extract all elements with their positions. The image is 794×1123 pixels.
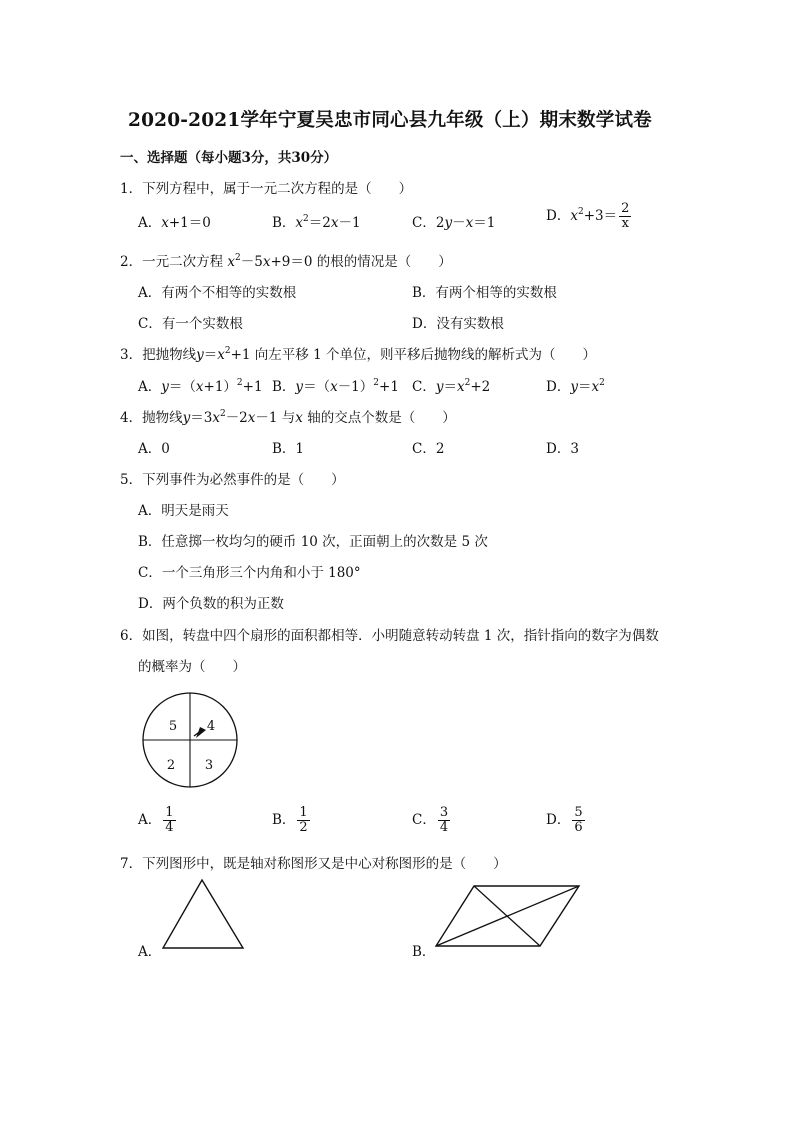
question-5-option-a: A．明天是雨天: [138, 503, 229, 519]
question-2-option-c: C．有一个实数根: [138, 316, 243, 332]
spinner-label-bl: 2: [166, 758, 176, 773]
question-4-option-b: B．1: [272, 441, 305, 457]
page-title: 2020-2021学年宁夏吴忠市同心县九年级（上）期末数学试卷: [128, 110, 652, 131]
question-1-stem: 1．下列方程中，属于一元二次方程的是（ ）: [120, 181, 413, 197]
question-6-stem-line2: 的概率为（ ）: [138, 659, 246, 675]
spinner-label-br: 3: [204, 758, 214, 773]
fraction: $\frac{1}{2}$: [299, 805, 308, 835]
question-1-option-c: C．2y－x＝1: [412, 215, 496, 231]
question-4-stem: 4．抛物线$y=3x^2-2x-1$ 与x 轴的交点个数是（ ）: [120, 409, 456, 426]
question-3-option-c: C．$y=x^2+2$: [412, 378, 491, 395]
question-2-option-a: A．有两个不相等的实数根: [138, 285, 297, 301]
question-3-stem: 3．把抛物线$y=x^2+1$ 向左平移 1 个单位，则平移后抛物线的解析式为（ ）: [120, 346, 596, 363]
fraction: $\frac{1}{4}$: [165, 805, 174, 835]
question-1-option-b: B．$x^2=2x-1$: [272, 214, 361, 231]
question-2-stem: 2．一元二次方程 $x^2-5x+9=0$ 的根的情况是（ ）: [120, 253, 452, 270]
question-5-option-d: D．两个负数的积为正数: [138, 596, 284, 612]
question-6-option-a: A． $\frac{1}{4}$: [138, 805, 174, 835]
fraction: $\frac{2}{x}$: [621, 201, 630, 231]
question-3-option-d: D．$y=x^2$: [546, 378, 605, 395]
question-4-option-d: D．3: [546, 441, 579, 457]
parallelogram-figure: [434, 884, 582, 948]
question-7-option-b-label: B．: [412, 944, 436, 960]
question-1-option-a: A．x+1＝0: [138, 215, 211, 231]
question-7-stem: 7．下列图形中，既是轴对称图形又是中心对称图形的是（ ）: [120, 856, 507, 872]
spinner-figure: [140, 692, 240, 792]
question-2-option-d: D．没有实数根: [412, 316, 504, 332]
question-1-option-d: D．$x^2+3=$ $\frac{2}{x}$: [546, 201, 630, 231]
question-4-option-a: A．0: [138, 441, 170, 457]
question-3-option-b: B．$y=(x-1)^2+1$: [272, 378, 399, 395]
equilateral-triangle: [163, 880, 243, 948]
question-6-option-d: D． $\frac{5}{6}$: [546, 805, 583, 835]
fraction: $\frac{5}{6}$: [574, 805, 583, 835]
spinner-label-tl: 5: [168, 719, 178, 734]
section-heading: 一、选择题（每小题3分，共30分）: [120, 150, 338, 166]
spinner-label-tr: 4: [206, 719, 216, 734]
question-5-option-b: B．任意掷一枚均匀的硬币 10 次，正面朝上的次数是 5 次: [138, 534, 488, 550]
question-5-stem: 5．下列事件为必然事件的是（ ）: [120, 472, 345, 488]
triangle-figure: [160, 878, 246, 950]
question-6-option-b: B． $\frac{1}{2}$: [272, 805, 308, 835]
question-7-option-a-label: A．: [138, 944, 162, 960]
question-3-option-a: A．$y=(x+1)^2+1$: [138, 378, 263, 395]
question-4-option-c: C．2: [412, 441, 445, 457]
question-6-stem-line1: 6．如图，转盘中四个扇形的面积都相等．小明随意转动转盘 1 次，指针指向的数字为偶数: [120, 628, 659, 644]
parallelogram-diagonal-2: [436, 886, 579, 946]
question-2-option-b: B．有两个相等的实数根: [412, 285, 557, 301]
question-6-option-c: C． $\frac{3}{4}$: [412, 805, 449, 835]
fraction: $\frac{3}{4}$: [439, 805, 449, 835]
question-5-option-c: C．一个三角形三个内角和小于 180°: [138, 565, 361, 581]
